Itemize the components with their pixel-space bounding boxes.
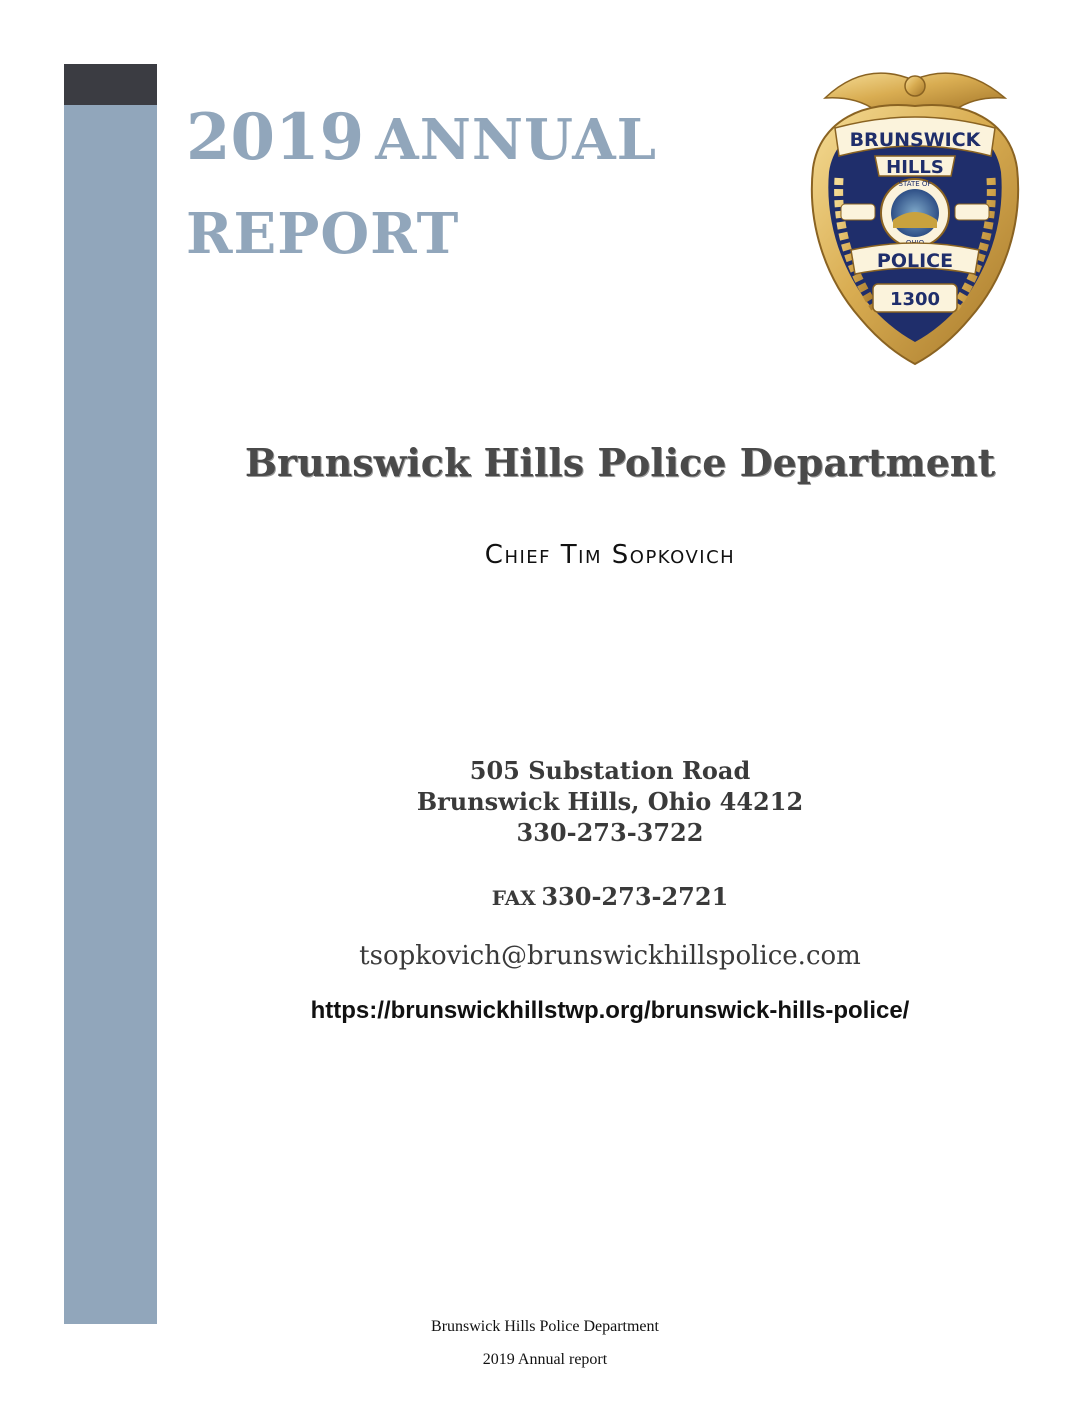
fax-line <box>250 882 970 911</box>
street-address: 505 Substation Road <box>469 756 751 785</box>
report-title-annual: ANNUAL <box>375 107 658 173</box>
department-name: Brunswick Hills Police Department <box>244 440 996 485</box>
police-badge-icon <box>805 58 1025 368</box>
badge-line-1: BRUNSWICK <box>849 129 981 151</box>
phone-number: 330-273-3722 <box>516 818 704 847</box>
side-accent-bar-cap <box>64 64 157 105</box>
badge-number: 1300 <box>889 289 941 310</box>
report-title-line-1 <box>186 95 746 191</box>
email-address: tsopkovich@brunswickhillspolice.com <box>359 941 861 971</box>
footer-line-2: 2019 Annual report <box>482 1351 608 1368</box>
report-title-line-2: REPORT <box>186 201 460 267</box>
badge-line-2: HILLS <box>886 157 944 178</box>
contact-block <box>250 755 970 1025</box>
fax-number: 330-273-2721 <box>541 882 729 911</box>
website-url: https://brunswickhillstwp.org/brunswick-hills-police/ <box>310 997 910 1024</box>
report-title-year: 2019 <box>186 100 365 175</box>
badge-line-3: POLICE <box>876 250 954 272</box>
fax-label: FAX <box>491 886 536 910</box>
chief-name: Chief Tim Sopkovich <box>484 540 736 570</box>
badge-seal-top: STATE OF <box>898 180 932 188</box>
page-footer <box>340 1310 750 1376</box>
city-state-zip: Brunswick Hills, Ohio 44212 <box>416 787 804 816</box>
footer-line-1: Brunswick Hills Police Department <box>431 1318 659 1335</box>
report-title <box>186 95 746 277</box>
side-accent-bar <box>64 64 157 1324</box>
